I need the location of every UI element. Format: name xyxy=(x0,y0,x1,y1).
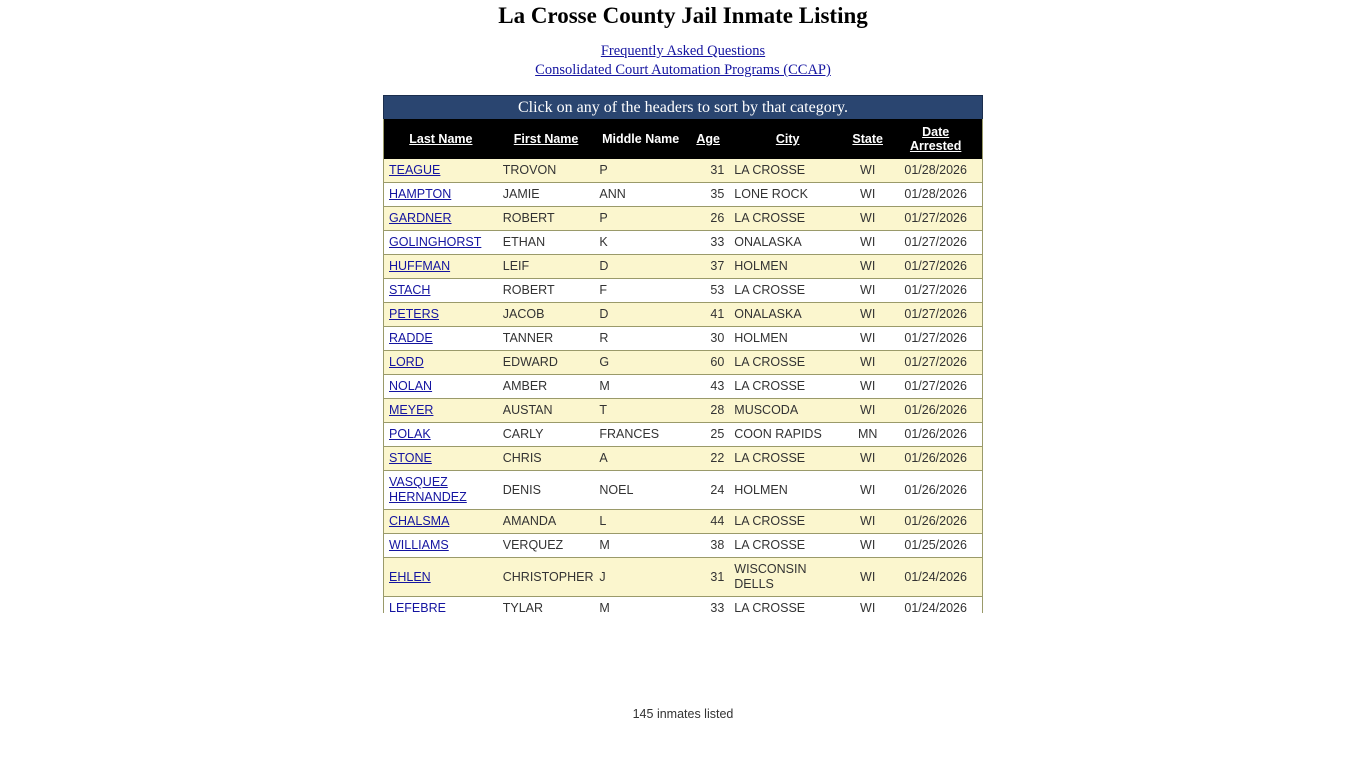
cell-city: ONALASKA xyxy=(729,303,846,327)
cell-state: WI xyxy=(846,534,889,558)
cell-age: 25 xyxy=(687,423,729,447)
cell-age: 28 xyxy=(687,399,729,423)
inmate-detail-link[interactable]: NOLAN xyxy=(389,379,433,393)
cell-last-name xyxy=(384,447,498,471)
cell-state: WI xyxy=(846,597,889,614)
cell-middle-name: P xyxy=(594,159,687,183)
cell-last-name xyxy=(384,327,498,351)
inmate-detail-link[interactable]: STONE xyxy=(389,451,432,465)
inmate-detail-link[interactable]: POLAK xyxy=(389,427,431,441)
cell-date-arrested: 01/27/2026 xyxy=(889,207,982,231)
cell-middle-name: F xyxy=(594,279,687,303)
cell-city: WISCONSIN DELLS xyxy=(729,558,846,597)
inmate-detail-link[interactable]: MEYER xyxy=(389,403,434,417)
inmate-detail-link[interactable]: VASQUEZ HERNANDEZ xyxy=(389,475,467,504)
table-row xyxy=(384,471,982,510)
cell-first-name: AUSTAN xyxy=(498,399,595,423)
cell-middle-name: R xyxy=(594,327,687,351)
cell-state: WI xyxy=(846,351,889,375)
cell-age: 43 xyxy=(687,375,729,399)
cell-state: WI xyxy=(846,207,889,231)
inmate-listing-table xyxy=(384,119,982,613)
column-header-city[interactable] xyxy=(729,119,846,159)
cell-city: ONALASKA xyxy=(729,231,846,255)
cell-last-name xyxy=(384,231,498,255)
cell-middle-name: D xyxy=(594,303,687,327)
cell-middle-name: M xyxy=(594,375,687,399)
cell-age: 33 xyxy=(687,231,729,255)
cell-city: LA CROSSE xyxy=(729,351,846,375)
cell-last-name xyxy=(384,159,498,183)
column-header-middle-name[interactable] xyxy=(594,119,687,159)
table-row xyxy=(384,351,982,375)
cell-middle-name: L xyxy=(594,510,687,534)
sort-last-name-label[interactable]: Last Name xyxy=(409,132,473,146)
cell-last-name xyxy=(384,375,498,399)
sort-first-name-label[interactable]: First Name xyxy=(513,132,579,146)
page-title: La Crosse County Jail Inmate Listing xyxy=(498,3,868,28)
cell-last-name xyxy=(384,597,498,614)
cell-state: WI xyxy=(846,447,889,471)
inmate-detail-link[interactable]: PETERS xyxy=(389,307,440,321)
cell-state: WI xyxy=(846,255,889,279)
cell-state: MN xyxy=(846,423,889,447)
inmate-detail-link[interactable]: LEFEBRE xyxy=(389,601,446,613)
inmate-detail-link[interactable]: TEAGUE xyxy=(389,163,441,177)
cell-city: HOLMEN xyxy=(729,471,846,510)
cell-first-name: TANNER xyxy=(498,327,595,351)
inmate-detail-link[interactable]: STACH xyxy=(389,283,431,297)
inmate-table-scroll-region[interactable] xyxy=(383,119,983,613)
inmate-detail-link[interactable]: GOLINGHORST xyxy=(389,235,482,249)
cell-state: WI xyxy=(846,183,889,207)
sort-age-label[interactable]: Age xyxy=(696,132,720,146)
cell-middle-name: D xyxy=(594,255,687,279)
cell-first-name: CHRISTOPHER xyxy=(498,558,595,597)
cell-age: 22 xyxy=(687,447,729,471)
cell-last-name xyxy=(384,558,498,597)
cell-middle-name: T xyxy=(594,399,687,423)
cell-middle-name: NOEL xyxy=(594,471,687,510)
cell-first-name: TROVON xyxy=(498,159,595,183)
table-row xyxy=(384,423,982,447)
cell-date-arrested: 01/24/2026 xyxy=(889,597,982,614)
cell-state: WI xyxy=(846,471,889,510)
sort-city-label[interactable]: City xyxy=(775,132,800,146)
cell-city: LONE ROCK xyxy=(729,183,846,207)
table-row xyxy=(384,279,982,303)
cell-age: 31 xyxy=(687,159,729,183)
cell-date-arrested: 01/26/2026 xyxy=(889,471,982,510)
sort-date-label-line1[interactable]: Date xyxy=(922,125,950,139)
cell-age: 53 xyxy=(687,279,729,303)
cell-date-arrested: 01/27/2026 xyxy=(889,375,982,399)
cell-state: WI xyxy=(846,375,889,399)
cell-date-arrested: 01/26/2026 xyxy=(889,423,982,447)
cell-age: 41 xyxy=(687,303,729,327)
cell-city: LA CROSSE xyxy=(729,207,846,231)
cell-first-name: TYLAR xyxy=(498,597,595,614)
inmate-detail-link[interactable]: WILLIAMS xyxy=(389,538,449,552)
middle-name-label: Middle Name xyxy=(602,132,680,146)
cell-state: WI xyxy=(846,303,889,327)
table-row xyxy=(384,510,982,534)
inmate-detail-link[interactable]: LORD xyxy=(389,355,424,369)
table-row xyxy=(384,447,982,471)
cell-city: HOLMEN xyxy=(729,255,846,279)
cell-date-arrested: 01/27/2026 xyxy=(889,255,982,279)
top-links xyxy=(0,42,1366,80)
inmate-detail-link[interactable]: HAMPTON xyxy=(389,187,452,201)
cell-middle-name: M xyxy=(594,597,687,614)
cell-date-arrested: 01/27/2026 xyxy=(889,231,982,255)
cell-first-name: JAMIE xyxy=(498,183,595,207)
table-row xyxy=(384,399,982,423)
sort-date-label-line2[interactable]: Arrested xyxy=(909,139,962,153)
cell-city: LA CROSSE xyxy=(729,510,846,534)
cell-state: WI xyxy=(846,231,889,255)
cell-middle-name: A xyxy=(594,447,687,471)
table-row xyxy=(384,534,982,558)
cell-age: 44 xyxy=(687,510,729,534)
cell-age: 30 xyxy=(687,327,729,351)
table-row xyxy=(384,375,982,399)
cell-first-name: DENIS xyxy=(498,471,595,510)
cell-last-name xyxy=(384,423,498,447)
table-row xyxy=(384,159,982,183)
cell-first-name: ROBERT xyxy=(498,207,595,231)
cell-city: MUSCODA xyxy=(729,399,846,423)
cell-state: WI xyxy=(846,327,889,351)
sort-state-label[interactable]: State xyxy=(852,132,883,146)
cell-age: 31 xyxy=(687,558,729,597)
cell-first-name: ETHAN xyxy=(498,231,595,255)
table-header xyxy=(384,119,982,159)
inmate-detail-link[interactable]: RADDE xyxy=(389,331,433,345)
column-header-first-name[interactable] xyxy=(498,119,595,159)
cell-first-name: VERQUEZ xyxy=(498,534,595,558)
column-header-age[interactable] xyxy=(687,119,729,159)
inmate-detail-link[interactable]: EHLEN xyxy=(389,569,431,584)
cell-date-arrested: 01/28/2026 xyxy=(889,159,982,183)
inmate-detail-link[interactable]: HUFFMAN xyxy=(389,259,451,273)
table-row xyxy=(384,255,982,279)
cell-middle-name: ANN xyxy=(594,183,687,207)
cell-city: LA CROSSE xyxy=(729,159,846,183)
cell-age: 33 xyxy=(687,597,729,614)
cell-first-name: AMANDA xyxy=(498,510,595,534)
ccap-link[interactable]: Consolidated Court Automation Programs (CCAP) xyxy=(535,62,831,78)
cell-middle-name: P xyxy=(594,207,687,231)
table-row xyxy=(384,327,982,351)
cell-city: COON RAPIDS xyxy=(729,423,846,447)
table-row xyxy=(384,231,982,255)
cell-age: 24 xyxy=(687,471,729,510)
table-body xyxy=(384,159,982,613)
cell-last-name xyxy=(384,183,498,207)
inmate-detail-link[interactable]: GARDNER xyxy=(389,211,452,225)
cell-date-arrested: 01/25/2026 xyxy=(889,534,982,558)
cell-city: HOLMEN xyxy=(729,327,846,351)
cell-middle-name: M xyxy=(594,534,687,558)
table-row xyxy=(384,303,982,327)
cell-age: 35 xyxy=(687,183,729,207)
table-row xyxy=(384,597,982,614)
cell-age: 37 xyxy=(687,255,729,279)
cell-city: LA CROSSE xyxy=(729,375,846,399)
cell-age: 60 xyxy=(687,351,729,375)
cell-city: LA CROSSE xyxy=(729,597,846,614)
inmate-listing-panel xyxy=(383,95,983,721)
cell-last-name xyxy=(384,510,498,534)
inmate-detail-link[interactable]: CHALSMA xyxy=(389,514,450,528)
cell-date-arrested: 01/27/2026 xyxy=(889,303,982,327)
cell-date-arrested: 01/27/2026 xyxy=(889,351,982,375)
cell-date-arrested: 01/24/2026 xyxy=(889,558,982,597)
cell-city: LA CROSSE xyxy=(729,279,846,303)
cell-state: WI xyxy=(846,510,889,534)
cell-last-name xyxy=(384,279,498,303)
cell-first-name: CARLY xyxy=(498,423,595,447)
cell-date-arrested: 01/26/2026 xyxy=(889,399,982,423)
cell-first-name: JACOB xyxy=(498,303,595,327)
cell-first-name: AMBER xyxy=(498,375,595,399)
column-header-state[interactable] xyxy=(846,119,889,159)
cell-state: WI xyxy=(846,279,889,303)
cell-middle-name: FRANCES xyxy=(594,423,687,447)
table-header-row xyxy=(384,119,982,159)
cell-age: 26 xyxy=(687,207,729,231)
table-row xyxy=(384,207,982,231)
cell-first-name: CHRIS xyxy=(498,447,595,471)
cell-last-name xyxy=(384,534,498,558)
cell-first-name: LEIF xyxy=(498,255,595,279)
cell-first-name: ROBERT xyxy=(498,279,595,303)
cell-date-arrested: 01/26/2026 xyxy=(889,447,982,471)
cell-state: WI xyxy=(846,159,889,183)
cell-date-arrested: 01/27/2026 xyxy=(889,279,982,303)
inmate-count-footer: 145 inmates listed xyxy=(632,707,734,721)
cell-age: 38 xyxy=(687,534,729,558)
cell-last-name xyxy=(384,351,498,375)
cell-first-name: EDWARD xyxy=(498,351,595,375)
cell-middle-name: G xyxy=(594,351,687,375)
sort-instruction-banner: Click on any of the headers to sort by that category. xyxy=(383,95,983,119)
cell-last-name xyxy=(384,303,498,327)
column-header-last-name[interactable] xyxy=(384,119,498,159)
column-header-date-arrested[interactable] xyxy=(889,119,982,159)
cell-last-name xyxy=(384,471,498,510)
cell-date-arrested: 01/28/2026 xyxy=(889,183,982,207)
cell-date-arrested: 01/27/2026 xyxy=(889,327,982,351)
cell-middle-name: J xyxy=(594,558,687,597)
cell-last-name xyxy=(384,399,498,423)
cell-date-arrested: 01/26/2026 xyxy=(889,510,982,534)
cell-state: WI xyxy=(846,558,889,597)
cell-city: LA CROSSE xyxy=(729,447,846,471)
cell-city: LA CROSSE xyxy=(729,534,846,558)
cell-last-name xyxy=(384,255,498,279)
cell-last-name xyxy=(384,207,498,231)
table-row xyxy=(384,558,982,597)
table-row xyxy=(384,183,982,207)
faq-link[interactable]: Frequently Asked Questions xyxy=(600,43,766,59)
cell-state: WI xyxy=(846,399,889,423)
cell-middle-name: K xyxy=(594,231,687,255)
